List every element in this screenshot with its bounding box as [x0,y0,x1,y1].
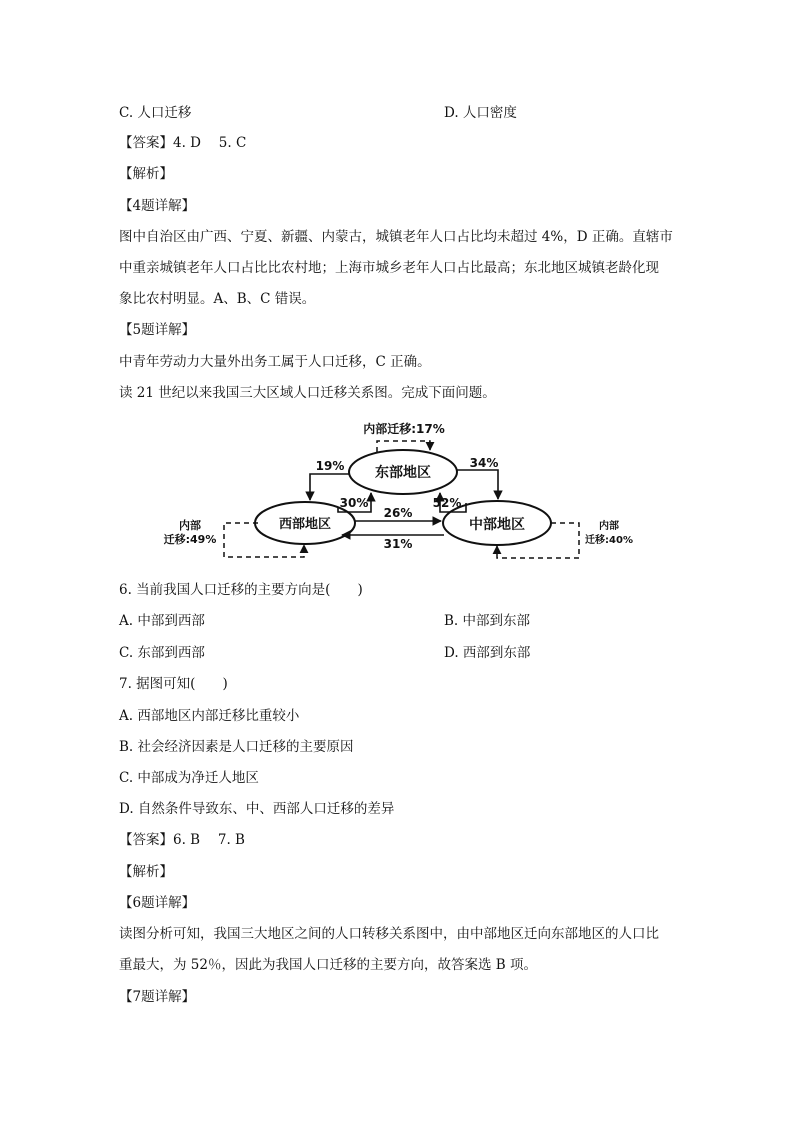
migration-diagram [0,415,794,565]
answer-4-5: 【答案】4. D 5. C [119,135,247,151]
q5-option-c: C. 人口迁移 [119,105,192,121]
q6-detail-line: 重最大，为 52％，因此为我国人口迁移的主要方向，故答案选 B 项。 [119,957,537,973]
q6-stem: 6. 当前我国人口迁移的主要方向是( ) [119,582,363,598]
label-west-to-east: 30% [339,496,369,510]
central-region-label: 中部地区 [469,517,525,533]
q6-option-c: C. 东部到西部 [119,645,205,661]
label-central-to-west: 31% [383,537,413,551]
q7-detail-title: 【7题详解】 [119,989,196,1005]
answer-6-7: 【答案】6. B 7. B [119,832,245,848]
q7-option-b: B. 社会经济因素是人口迁移的主要原因 [119,739,354,755]
east-region-label: 东部地区 [375,465,431,481]
q7-option-d: D. 自然条件导致东、中、西部人口迁移的差异 [119,801,395,817]
arrow-east-to-central [457,470,498,499]
q4-detail-line: 象比农村明显。A、B、C 错误。 [119,291,316,307]
q5-option-d: D. 人口密度 [444,105,517,121]
west-internal-label-2: 迁移:49% [163,533,217,546]
q5-detail-title: 【5题详解】 [119,322,196,338]
analysis-label: 【解析】 [119,166,173,182]
q6-option-a: A. 中部到西部 [119,613,205,629]
q4-detail-line: 图中自治区由广西、宁夏、新疆、内蒙古，城镇老年人口占比均未超过 4%，D 正确。直辖市 [119,229,673,245]
central-internal-label-1: 内部 [599,521,619,532]
label-central-to-east: 52% [432,496,462,510]
label-west-to-central: 26% [383,506,413,520]
q4-detail-title: 【4题详解】 [119,198,196,214]
q7-option-a: A. 西部地区内部迁移比重较小 [119,708,300,724]
west-region-label: 西部地区 [278,517,332,532]
west-internal-label-1: 内部 [179,519,201,532]
q6-option-b: B. 中部到东部 [444,613,531,629]
q5-detail-line: 中青年劳动力大量外出务工属于人口迁移，C 正确。 [119,354,431,370]
label-east-to-west: 19% [315,459,345,473]
q6-detail-title: 【6题详解】 [119,895,196,911]
q6-detail-line: 读图分析可知，我国三大地区之间的人口转移关系图中，由中部地区迁向东部地区的人口比 [119,926,659,942]
q7-stem: 7. 据图可知( ) [119,676,228,692]
label-east-to-central: 34% [469,456,499,470]
east-internal-label: 内部迁移:17% [363,422,445,436]
q4-detail-line: 中重亲城镇老年人口占比比农村地；上海市城乡老年人口占比最高；东北地区城镇老龄化现 [119,260,659,276]
analysis-label: 【解析】 [119,864,173,880]
q6-option-d: D. 西部到东部 [444,645,531,661]
central-internal-label-2: 迁移:40% [585,535,633,546]
q7-option-c: C. 中部成为净迁人地区 [119,770,259,786]
diagram-intro: 读 21 世纪以来我国三大区域人口迁移关系图。完成下面问题。 [119,385,496,401]
